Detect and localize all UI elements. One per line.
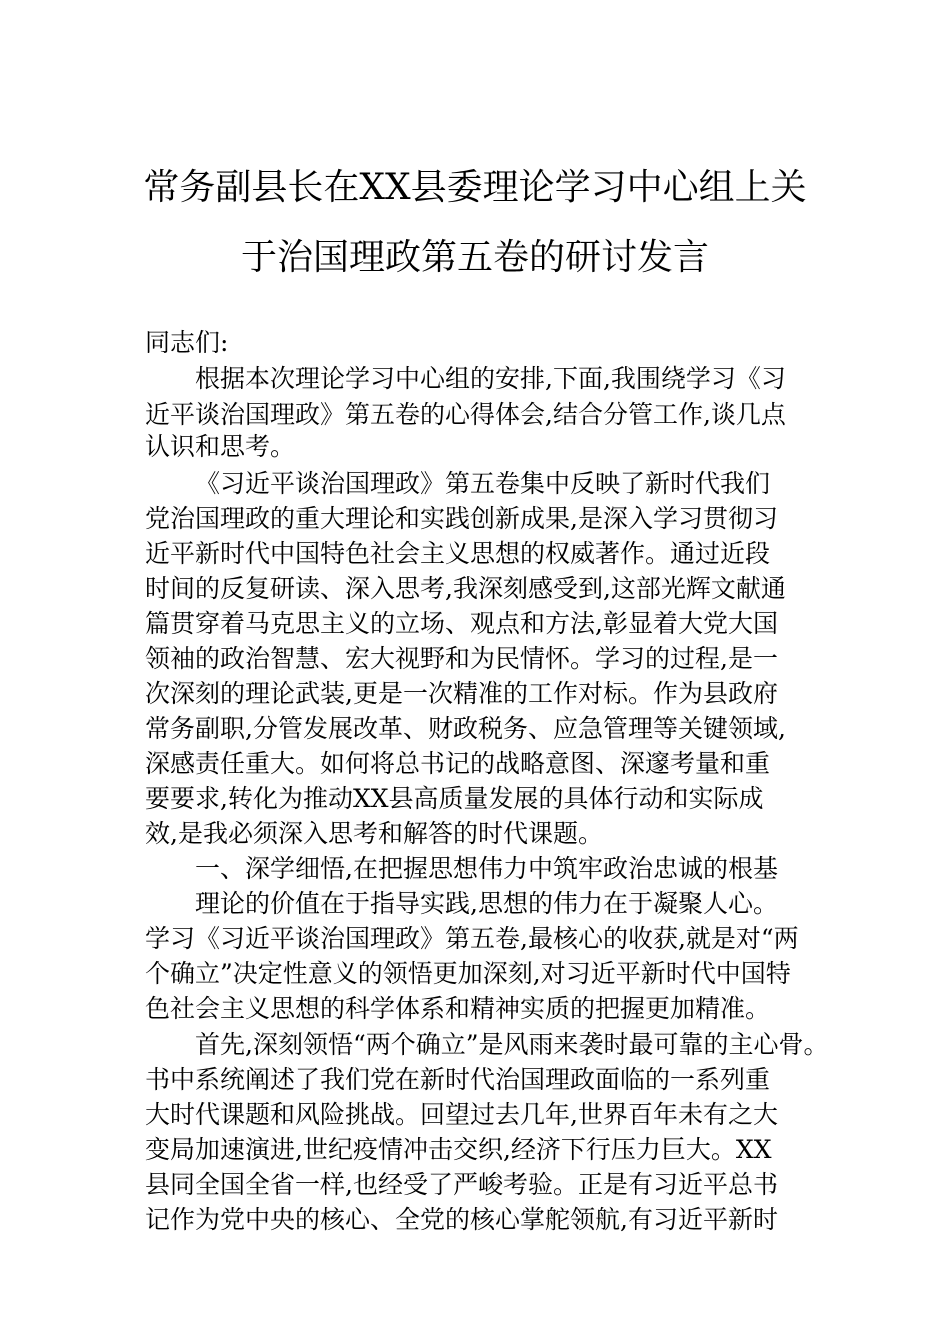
paragraph-line: 变局加速演进,世纪疫情冲击交织,经济下行压力巨大。XX <box>145 1135 772 1164</box>
document-title-line-1: 常务副县长在XX县委理论学习中心组上关 <box>143 167 807 208</box>
paragraph-line: 《习近平谈治国理政》第五卷集中反映了新时代我们 <box>195 469 771 498</box>
paragraph-line: 近平新时代中国特色社会主义思想的权威著作。通过近段 <box>145 539 771 568</box>
paragraph-line: 时间的反复研读、深入思考,我深刻感受到,这部光辉文献通 <box>145 574 786 603</box>
section-heading: 一、深学细悟,在把握思想伟力中筑牢政治忠诚的根基 <box>195 854 778 883</box>
paragraph-line: 深感责任重大。如何将总书记的战略意图、深邃考量和重 <box>145 749 771 778</box>
paragraph-line: 理论的价值在于指导实践,思想的伟力在于凝聚人心。 <box>195 889 778 918</box>
document-title-line-2: 于治国理政第五卷的研讨发言 <box>240 237 709 278</box>
paragraph-line: 色社会主义思想的科学体系和精神实质的把握更加精准。 <box>145 994 771 1023</box>
paragraph-line: 大时代课题和风险挑战。回望过去几年,世界百年未有之大 <box>145 1100 778 1129</box>
paragraph-line: 记作为党中央的核心、全党的核心掌舵领航,有习近平新时 <box>145 1205 778 1234</box>
paragraph-line: 书中系统阐述了我们党在新时代治国理政面临的一系列重 <box>145 1065 771 1094</box>
paragraph-line: 根据本次理论学习中心组的安排,下面,我围绕学习《习 <box>195 364 786 393</box>
paragraph-line: 个确立”决定性意义的领悟更加深刻,对习近平新时代中国特 <box>145 959 791 988</box>
paragraph-line: 近平谈治国理政》第五卷的心得体会,结合分管工作,谈几点 <box>145 400 786 429</box>
paragraph-line: 县同全国全省一样,也经受了严峻考验。正是有习近平总书 <box>145 1170 778 1199</box>
paragraph-line: 党治国理政的重大理论和实践创新成果,是深入学习贯彻习 <box>145 504 778 533</box>
paragraph-line: 次深刻的理论武装,更是一次精准的工作对标。作为县政府 <box>145 679 778 708</box>
paragraph-line: 常务副职,分管发展改革、财政税务、应急管理等关键领域, <box>145 714 786 743</box>
paragraph-line: 学习《习近平谈治国理政》第五卷,最核心的收获,就是对“两 <box>145 924 799 953</box>
salutation: 同志们: <box>145 328 229 357</box>
paragraph-line: 领袖的政治智慧、宏大视野和为民情怀。学习的过程,是一 <box>145 644 778 673</box>
paragraph-line: 认识和思考。 <box>145 432 296 461</box>
paragraph-line: 首先,深刻领悟“两个确立”是风雨来袭时最可靠的主心骨。 <box>195 1030 829 1059</box>
paragraph-line: 篇贯穿着马克思主义的立场、观点和方法,彰显着大党大国 <box>145 609 778 638</box>
paragraph-line: 要要求,转化为推动XX县高质量发展的具体行动和实际成 <box>145 784 764 813</box>
paragraph-line: 效,是我必须深入思考和解答的时代课题。 <box>145 819 603 848</box>
